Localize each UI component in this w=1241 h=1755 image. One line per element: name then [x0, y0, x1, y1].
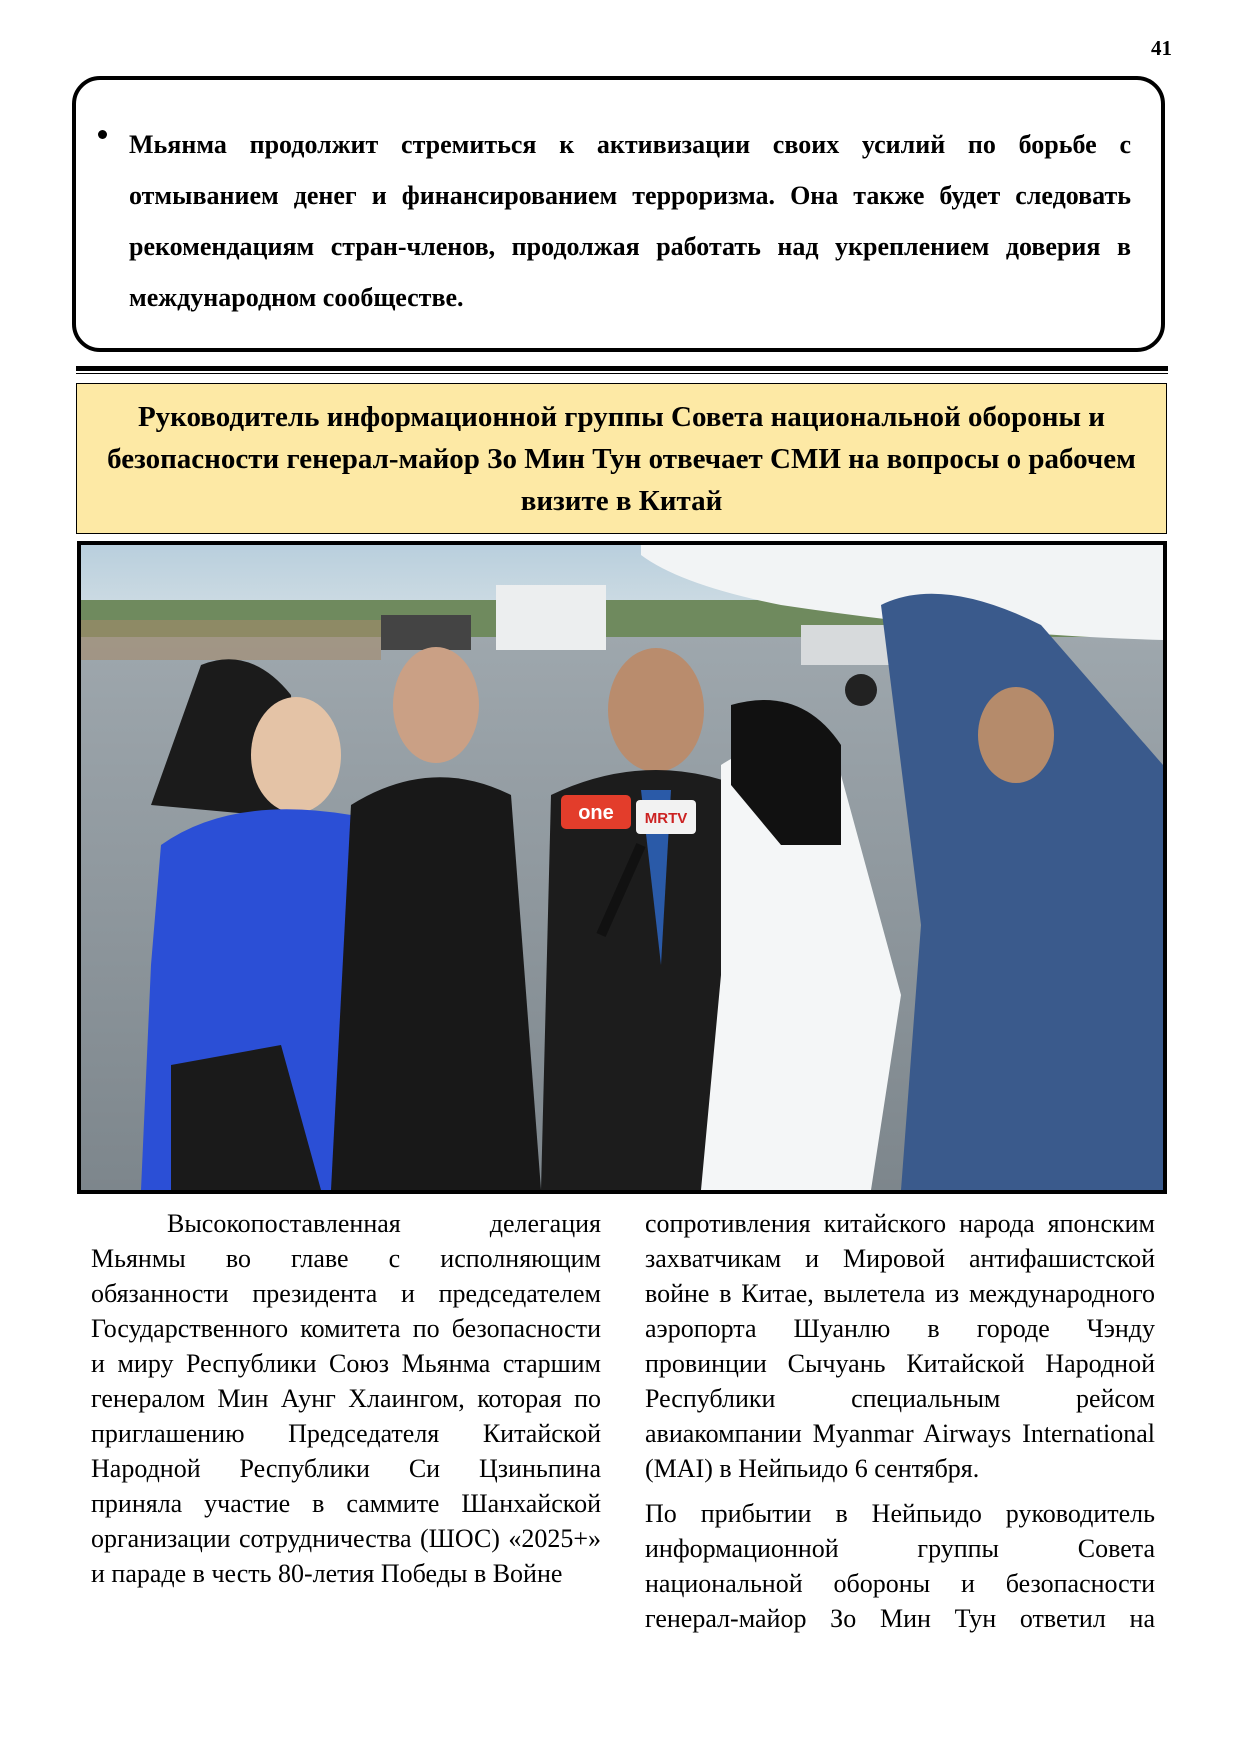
article-headline: Руководитель информационной группы Совета национальной обороны и безопасности генерал-майор Зо Мин Тун отвечает СМИ на вопросы о рабочем визите в Китай — [107, 400, 1136, 517]
mic-flag-one-label: one — [578, 802, 614, 824]
journalist-face — [393, 647, 479, 763]
landing-gear — [845, 674, 877, 706]
article-column-left — [91, 1206, 601, 1591]
page-number: 41 — [1151, 36, 1172, 60]
article-paragraph: сопротивления китайского народа японским захватчикам и Мировой антифашистской войне в Китае, вылетела из международного аэропорта Шуанлю в городе Чэнду провинции Сычуань Китайской Народной Республики специальным рейсом авиакомпании Myanmar Airways International (MAI) в Нейпьидо 6 сентября. — [645, 1209, 1155, 1483]
callout-bullet-text: Мьянма продолжит стремиться к активизации своих усилий по борьбе с отмыванием денег и финансированием терроризма. Она также будет следовать рекомендациям стран-членов, продолжая работать над укреплением доверия в международном сообществе. — [129, 130, 1131, 312]
news-photo — [77, 541, 1167, 1194]
article-paragraph: По прибытии в Нейпьидо руководитель информационной группы Совета национальной обороны и безопасности генерал-майор Зо Мин Тун ответил на — [645, 1499, 1155, 1633]
section-divider-thin — [76, 373, 1168, 374]
article-column-right — [645, 1206, 1155, 1636]
mic-flag-mrtv-label: MRTV — [644, 810, 688, 827]
article-headline-box — [76, 383, 1167, 534]
photo-illustration — [81, 545, 1163, 1190]
section-divider-thick — [76, 366, 1168, 371]
journalist-jacket — [331, 777, 541, 1190]
callout-box — [72, 76, 1165, 352]
article-paragraph: Высокопоставленная делегация Мьянмы во главе с исполняющим обязанности президента и председателем Государственного комитета по безопасности и миру Республики Союз Мьянма старшим генералом Мин Аунг Хлаингом, которая по приглашению Председателя Китайской Народной Республики Си Цзиньпина приняла участие в саммите Шанхайской организации сотрудничества (ШОС) «2025+» и параде в честь 80-летия Победы в Войне — [91, 1209, 601, 1588]
crowd — [81, 620, 381, 660]
truck — [496, 585, 606, 650]
van — [381, 615, 471, 650]
bullet-marker — [98, 130, 107, 139]
cameraman-face — [978, 687, 1054, 783]
reporter-face — [251, 697, 341, 813]
spokesperson-face — [608, 648, 704, 772]
